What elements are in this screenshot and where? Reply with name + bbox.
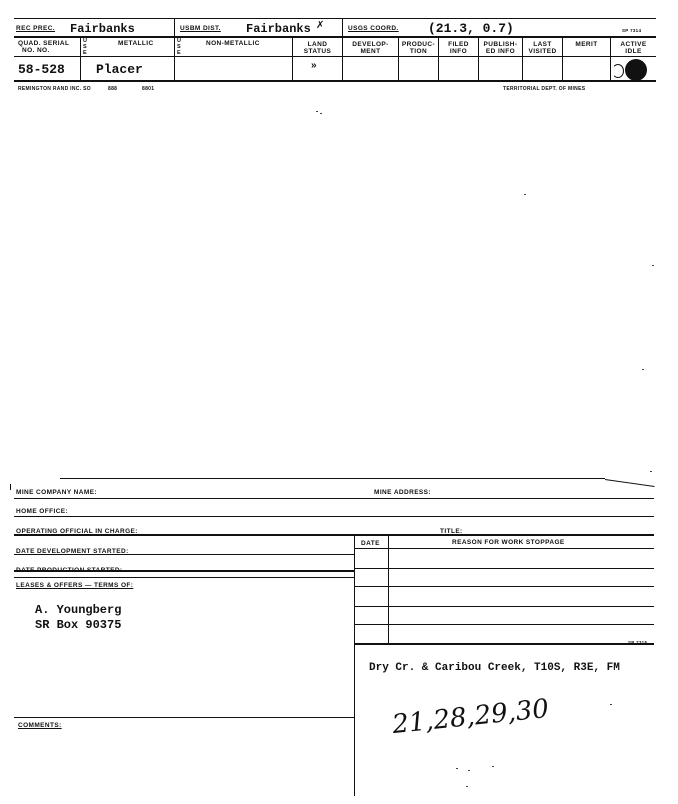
col-no-no: NO. NO. [22, 47, 50, 54]
handwritten-numbers: 21,28,29,30 [390, 693, 551, 741]
date-development-label: DATE DEVELOPMENT STARTED: [16, 548, 129, 555]
date-column-label: DATE [361, 540, 380, 547]
active-punch-hole [625, 59, 647, 81]
rec-prec-label: REC PREC. [16, 25, 55, 32]
printer-imprint: REMINGTON RAND INC. SO [18, 86, 91, 92]
usbm-check-mark: ✗ [316, 20, 325, 31]
usgs-coord-label: USGS COORD. [348, 25, 399, 32]
back-card [0, 470, 678, 804]
col-land-status: LAND STATUS [303, 41, 332, 55]
comments-label: COMMENTS: [18, 722, 62, 729]
title-label: TITLE: [440, 528, 463, 535]
col-published-info: PUBLISH- ED INFO [483, 41, 518, 55]
territorial-dept: TERRITORIAL DEPT. OF MINES [503, 86, 586, 92]
col-use-2: U S E [177, 38, 182, 56]
col-quad-serial: QUAD. SERIAL [18, 40, 70, 47]
col-active-idle: ACTIVE IDLE [620, 41, 647, 55]
quad-serial-value: 58-528 [18, 62, 65, 77]
idle-punch-outline [612, 64, 624, 78]
printer-code-2: 8801 [142, 86, 155, 92]
metallic-value: Placer [96, 62, 143, 77]
col-filed-info: FILED INFO [448, 41, 469, 55]
col-merit: MERIT [575, 41, 598, 48]
col-use-1: U S E [83, 38, 88, 56]
usbm-dist-label: USBM DIST. [180, 25, 221, 32]
rec-prec-value: Fairbanks [70, 22, 135, 36]
col-last-visited: LAST VISITED [528, 41, 557, 55]
printer-code-1: 888 [108, 86, 118, 92]
land-status-mark: » [311, 60, 317, 71]
leases-label: LEASES & OFFERS — TERMS OF: [16, 582, 134, 589]
mine-company-name-label: MINE COMPANY NAME: [16, 489, 97, 496]
location-description: Dry Cr. & Caribou Creek, T10S, R3E, FM [369, 662, 620, 674]
col-metallic: METALLIC [118, 40, 154, 47]
date-production-label: DATE PRODUCTION STARTED: [16, 567, 123, 574]
operating-official-label: OPERATING OFFICIAL IN CHARGE: [16, 528, 138, 535]
usgs-coord-value: (21.3, 0.7) [428, 21, 514, 36]
mine-address-label: MINE ADDRESS: [374, 489, 431, 496]
work-stoppage-label: REASON FOR WORK STOPPAGE [452, 539, 565, 546]
col-production: PRODUC- TION [401, 41, 436, 55]
lessee-address: SR Box 90375 [35, 618, 122, 632]
front-card [14, 18, 656, 86]
col-non-metallic: NON-METALLIC [206, 40, 260, 47]
form-number-bottom: SP 7315 [628, 640, 648, 645]
form-number-top: SP 7314 [622, 28, 642, 33]
home-office-label: HOME OFFICE: [16, 508, 69, 515]
col-development: DEVELOP- MENT [352, 41, 389, 55]
usbm-dist-value: Fairbanks [246, 22, 311, 36]
lessee-name: A. Youngberg [35, 603, 122, 617]
